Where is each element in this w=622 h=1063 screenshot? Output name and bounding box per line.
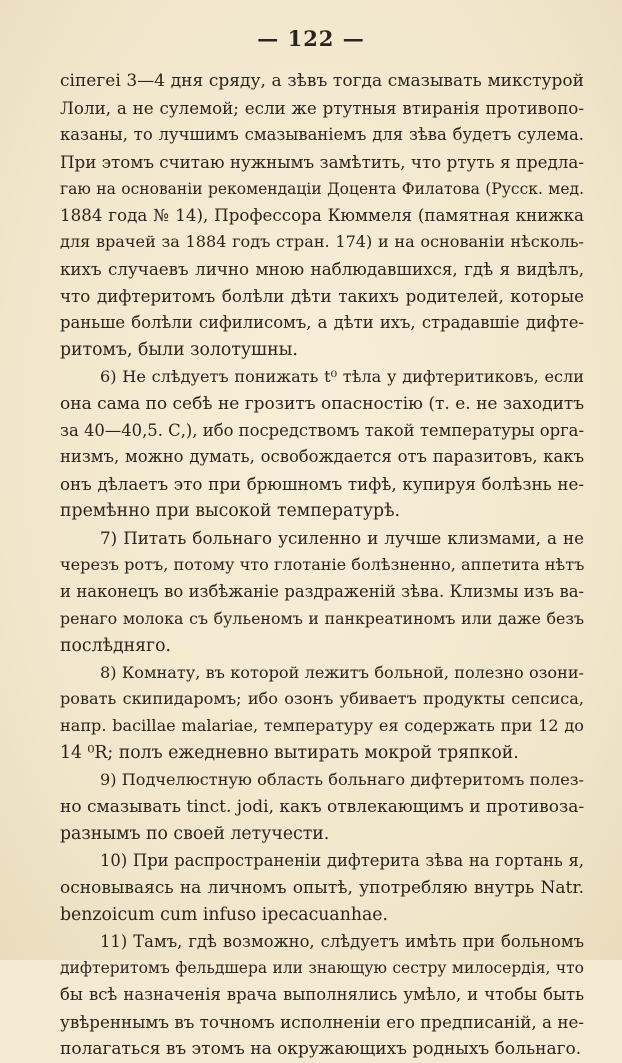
text-line: увѣреннымъ въ точномъ исполненіи его предписаній, а не- <box>60 1012 584 1033</box>
text-line: что дифтеритомъ болѣли дѣти такихъ родителей, которые <box>60 286 584 307</box>
text-line: низмъ, можно думать, освобождается отъ паразитовъ, какъ <box>60 447 584 467</box>
text-line: 8) Комнату, въ которой лежитъ больной, полезно озони- <box>100 662 584 682</box>
text-line: бы всѣ назначенія врача выполнялись умѣло, и чтобы быть <box>60 985 584 1005</box>
text-line: разнымъ по своей летучести. <box>60 823 330 844</box>
text-line: она сама по себѣ не грозитъ опасностію (т. е. не заходитъ <box>60 393 584 414</box>
text-line: основываясь на личномъ опытѣ, употребляю внутрь Natr. <box>60 877 584 898</box>
body-text <box>60 68 584 1063</box>
text-line: 7) Питать больнаго усиленно и лучше клизмами, а не <box>100 528 584 549</box>
text-line: 1884 года № 14), Профессора Кюммеля (памятная книжка <box>60 205 584 226</box>
text-line: 10) При распространеніи дифтерита зѣва на гортань я, <box>100 850 584 870</box>
text-line: 6) Не слѣдуетъ понижать t⁰ тѣла у дифтеритиковъ, если <box>100 366 584 386</box>
text-line: сіпегеі 3—4 дня сряду, а зѣвъ тогда смазывать микстурой <box>60 71 584 91</box>
text-line: 9) Подчелюстную область больнаго дифтеритомъ полез- <box>100 770 584 790</box>
text-line: ренаго молока съ бульеномъ и панкреатиномъ или даже безъ <box>60 608 584 628</box>
text-line: гаю на основаніи рекомендаціи Доцента Филатова (Русск. мед. <box>60 179 584 198</box>
text-line: казаны, то лучшимъ смазываніемъ для зѣва будетъ сулема. <box>60 124 584 144</box>
text-line: раньше болѣли сифилисомъ, а дѣти ихъ, страдавшіе дифте- <box>60 313 584 333</box>
text-line: премѣнно при высокой температурѣ. <box>60 501 401 522</box>
text-line: 11) Тамъ, гдѣ возможно, слѣдуетъ имѣть при больномъ <box>100 931 584 951</box>
page-number: — 122 — <box>257 26 365 51</box>
text-line: послѣдняго. <box>60 635 172 656</box>
text-line: 14 ⁰R; полъ ежедневно вытирать мокрой тряпкой. <box>60 743 519 764</box>
text-line: напр. bacillae malariae, температуру ея содержать при 12 до <box>60 716 584 736</box>
text-line: черезъ ротъ, потому что глотаніе болѣзненно, аппетита нѣтъ <box>60 555 584 575</box>
text-line: ритомъ, были золотушны. <box>60 339 298 360</box>
text-line: и наконецъ во избѣжаніе раздраженій зѣва. Клизмы изъ ва- <box>60 581 584 601</box>
text-line: онъ дѣлаетъ это при брюшномъ тифѣ, купируя болѣзнь не- <box>60 474 584 495</box>
text-line: для врачей за 1884 годъ стран. 174) и на основаніи нѣсколь- <box>60 232 584 252</box>
text-line: кихъ случаевъ лично мною наблюдавшихся, гдѣ я видѣлъ, <box>60 259 584 280</box>
text-line: полагаться въ этомъ на окружающихъ родныхъ больнаго. <box>60 1039 582 1060</box>
text-line: дифтеритомъ фельдшера или знающую сестру милосердія, что <box>60 959 584 978</box>
text-line: benzoicum cum infuso ipecacuanhae. <box>60 904 388 925</box>
text-line: При этомъ считаю нужнымъ замѣтить, что ртуть я предла- <box>60 151 584 172</box>
text-line: Лоли, а не сулемой; если же ртутныя втиранія противопо- <box>60 97 584 118</box>
text-line: ровать скипидаромъ; ибо озонъ убиваетъ продукты сепсиса, <box>60 689 584 709</box>
text-line: за 40—40,5. С,), ибо посредствомъ такой температуры орга- <box>60 420 584 440</box>
text-line: но смазывать tinct. jodi, какъ отвлекающимъ и противоза- <box>60 797 584 818</box>
